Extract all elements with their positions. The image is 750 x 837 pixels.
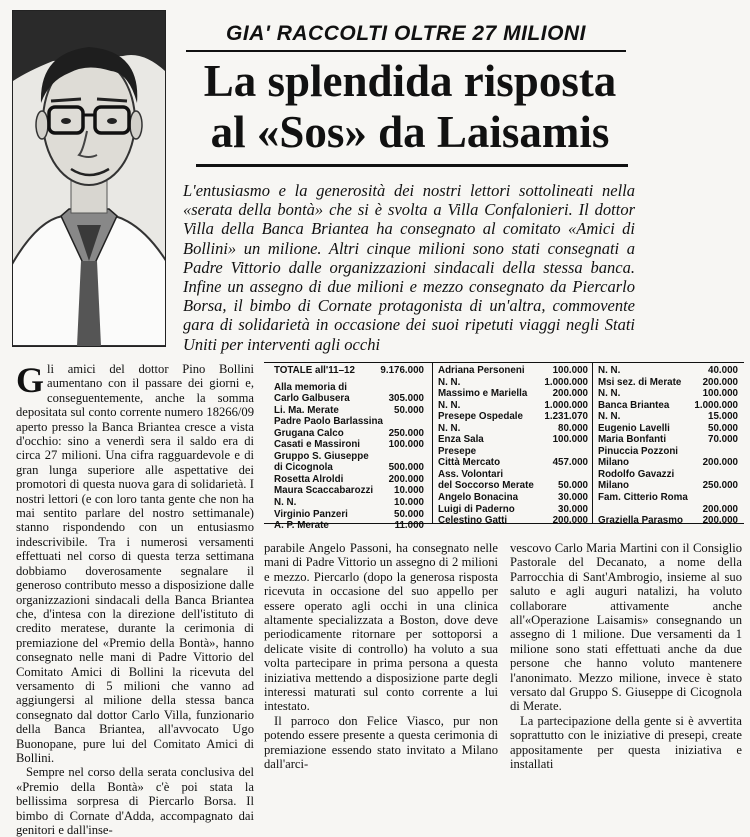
donor-name: N. N. (438, 399, 461, 411)
donor-list-1 (274, 365, 424, 532)
donor-amount: 1.231.070 (544, 411, 588, 423)
donor-row (598, 480, 738, 492)
donor-row (274, 509, 424, 521)
donor-name: Graziella Parasmo (598, 515, 683, 527)
kicker-heading: GIA' RACCOLTI OLTRE 27 MILIONI (226, 22, 586, 45)
donor-name: TOTALE all'11–12 (274, 365, 355, 376)
article-text: li amici del dottor Pino Bollini aumentano con il passare dei giorni e, conseguentemente, anche la somma depositata sul conto corrente numero 18266/09 aperto presso la Banca Briantea cresce a vista d'occhio: sino a venerdì sera il saldo era di circa 27 milioni. Una cifra ragguardevole e di gran lunga superiore alle aspettative dei promotori di questa nuova gara di solidarietà. I nostri lettori (e con loro tanta gente che non ha mai sentito parlare del nostro settimanale) stanno rispondendo con un entusiasmo indescrivibile. Tra i numerosi versamenti effettuati nel corso di questa terza settimana dobbiamo doverosamente segnalare il generoso contributo messo a disposizione dalle organizzazioni sindacali della Banca Briantea che, d'intesa con la direzione dell'istituto di credito meratese, durante la cerimonia di premiazione del «Premio della Bontà», hanno consegnato nelle mani di Padre Vittorio del Comitato Amici di Bollini la ricevuta del versamento di 5 milioni che vanno ad aggiungersi al milione della stessa banca consegnato dal dottor Carlo Villa, funzionario della Banca Briantea, all'avvocato Ugo Buonopane, pure lui del Comitato Amici di Bollini. (16, 362, 254, 765)
donor-row (274, 439, 424, 451)
donor-name: del Soccorso Merate (438, 480, 534, 492)
donor-amount: 200.000 (388, 473, 424, 485)
article-column-2 (264, 541, 498, 772)
donor-amount: 10.000 (394, 485, 424, 497)
donor-amount (420, 416, 424, 428)
donor-name: Angelo Bonacina (438, 492, 519, 504)
donor-amount (584, 446, 588, 458)
article-column-1 (16, 362, 254, 837)
donor-amount: 250.000 (702, 480, 738, 492)
donor-name: Presepe (438, 445, 477, 457)
donor-row (438, 400, 588, 412)
donor-amount: 9.176.000 (380, 365, 424, 376)
headline (170, 56, 650, 158)
donor-row (598, 434, 738, 446)
donor-amount (420, 451, 424, 463)
donor-name: Alla memoria di (274, 381, 347, 393)
donor-name: Milano (598, 480, 630, 492)
donor-name: Presepe Ospedale (438, 411, 523, 423)
donor-amount: 200.000 (702, 515, 738, 527)
donor-amount: 11.000 (394, 520, 424, 532)
donor-amount: 40.000 (708, 365, 738, 376)
donor-list-2 (438, 365, 588, 527)
donor-amount: 1.000.000 (694, 399, 738, 411)
donor-name: N. N. (438, 422, 461, 434)
donor-name: Banca Briantea (598, 399, 670, 411)
article-paragraph: Sempre nel corso della serata conclusiva del «Premio della Bontà» c'è poi stata la bellissima sorpresa di Piercarlo Borsa. Il bimbo di Cornate d'Adda, accompagnato dai genitori e dall'inse- (16, 765, 254, 837)
article-paragraph: vescovo Carlo Maria Martini con il Consiglio Pastorale del Decanato, a nome della Parrocchia di Sant'Ambrogio, insieme al suo saluto e agli auguri natalizi, ha voluto collaborare attivamente anche all'«Operazione Laisamis» consegnando un assegno di 1 milione. Due versamenti da 1 milione sono stati effettuati anche da due persone che hanno voluto mantenere l'anonimato. Mezzo milione, invece è stato versato dal Gruppo S. Giuseppe di Cicognola di Merate. (510, 541, 742, 714)
donor-lists-box (264, 362, 744, 532)
donor-amount (734, 446, 738, 458)
donor-name: Virginio Panzeri (274, 508, 348, 520)
donor-amount: 50.000 (394, 404, 424, 416)
donor-name: Padre Paolo Barlassina (274, 416, 383, 428)
donor-amount: 30.000 (558, 492, 588, 504)
donor-amount: 100.000 (388, 439, 424, 451)
donor-row (438, 365, 588, 377)
donor-row (598, 469, 738, 481)
donor-row (438, 411, 588, 423)
standfirst: L'entusiasmo e la generosità dei nostri lettori sottolineati nella «serata della bontà» che si è svolta a Villa Confalonieri. Il dottor Villa della Banca Briantea ha consegnato al comitato «Amici di Bollini» un milione. Altri cinque milioni sono stati consegnati a Padre Vittorio dalle organizzazioni sindacali della stessa banca. Infine un assegno di due milioni e mezzo consegnato da Piercarlo Borsa, il bimbo di Cornate protagonista di un'altra, commovente gara di solidarietà in occasione dei suoi ripetuti viaggi negli Stati Uniti per interventi agli occhi (183, 181, 635, 354)
donor-row (274, 393, 424, 405)
donor-name: Rosetta Alroldi (274, 473, 344, 485)
donor-amount: 200.000 (702, 503, 738, 515)
donor-amount: 500.000 (388, 462, 424, 474)
donor-row (438, 457, 588, 469)
donor-amount: 15.000 (708, 411, 738, 423)
donor-name: N. N. (274, 497, 297, 509)
article-paragraph: Il parroco don Felice Viasco, pur non potendo essere presente a questa cerimonia di premiazione essendo stato invitato a Milano dall'arci- (264, 713, 498, 772)
donor-amount: 305.000 (388, 393, 424, 405)
donor-name: Pinuccia Pozzoni (598, 445, 679, 457)
donor-amount: 100.000 (552, 434, 588, 446)
donor-row (274, 365, 424, 377)
donor-amount: 30.000 (558, 503, 588, 515)
donor-row (274, 462, 424, 474)
donor-name: Celestino Gatti (438, 515, 508, 527)
donor-name: Maura Scaccabarozzi (274, 485, 374, 497)
donor-amount: 1.000.000 (544, 399, 588, 411)
donor-amount: 50.000 (708, 422, 738, 434)
donor-list-3 (598, 365, 738, 527)
headline-rule (196, 164, 628, 167)
donor-amount: 70.000 (708, 434, 738, 446)
donor-name: Li. Ma. Merate (274, 404, 339, 416)
donor-row (438, 492, 588, 504)
donor-name: N. N. (438, 376, 461, 388)
portrait-illustration (13, 11, 165, 346)
donor-name: Eugenio Lavelli (598, 422, 670, 434)
donor-name: N. N. (598, 365, 621, 376)
donor-row (598, 388, 738, 400)
donor-amount: 50.000 (394, 508, 424, 520)
donor-amount (420, 382, 424, 394)
donor-row (598, 492, 738, 504)
donor-amount (734, 492, 738, 504)
donor-name: Città Mercato (438, 457, 501, 469)
donor-amount: 100.000 (702, 388, 738, 400)
donor-row (274, 428, 424, 440)
donor-name: Rodolfo Gavazzi (598, 468, 675, 480)
donor-row (274, 451, 424, 463)
donor-row (438, 434, 588, 446)
drop-cap: G (16, 360, 45, 400)
donor-row (274, 382, 424, 394)
donor-name: Luigi di Paderno (438, 503, 515, 515)
article-paragraph: La partecipazione della gente si è avvertita soprattutto con le iniziative di presepi, create appositamente per questa iniziativa e installati (510, 713, 742, 772)
donor-amount: 200.000 (702, 457, 738, 469)
donor-row (598, 411, 738, 423)
donor-row (274, 485, 424, 497)
donor-row (274, 520, 424, 532)
donor-row (438, 446, 588, 458)
kicker-rule (186, 50, 626, 52)
headline-line-2: al «Sos» da Laisamis (210, 107, 610, 157)
donor-name: Fam. Citterio Roma (598, 492, 688, 504)
donor-row (438, 469, 588, 481)
article-paragraph (16, 362, 254, 765)
donor-amount: 250.000 (388, 427, 424, 439)
donor-name: N. N. (598, 388, 621, 400)
donor-name: Milano (598, 457, 630, 469)
donor-row (598, 377, 738, 389)
donor-row (598, 515, 738, 527)
donor-row (274, 474, 424, 486)
donor-row (598, 446, 738, 458)
donor-row (274, 497, 424, 509)
donor-row (438, 423, 588, 435)
donor-name: Massimo e Mariella (438, 388, 528, 400)
donor-row (598, 423, 738, 435)
donor-row (598, 504, 738, 516)
donor-amount: 50.000 (558, 480, 588, 492)
donor-name: Maria Bonfanti (598, 434, 667, 446)
donor-row (438, 504, 588, 516)
donor-name: Casati e Massironi (274, 439, 361, 451)
donor-name: Adriana Personeni (438, 365, 525, 376)
donor-row (438, 388, 588, 400)
donor-amount: 200.000 (702, 376, 738, 388)
donor-amount: 200.000 (552, 515, 588, 527)
headline-line-1: La splendida risposta (203, 56, 617, 106)
donor-name: Ass. Volontari (438, 468, 504, 480)
donor-row (598, 400, 738, 412)
donor-row (274, 416, 424, 428)
donor-amount: 80.000 (558, 422, 588, 434)
donor-name: Grugana Calco (274, 427, 344, 439)
portrait-photo (12, 10, 166, 347)
donor-amount: 100.000 (552, 365, 588, 376)
donor-name: Msi sez. di Merate (598, 376, 682, 388)
donor-amount (584, 469, 588, 481)
article-paragraph: parabile Angelo Passoni, ha consegnato nelle mani di Padre Vittorio un assegno di 2 milioni e mezzo. Piercarlo (dopo la generosa risposta ricevuta in occasione del suo appello per essere operato agli occhi in una clinica altamente specializzata a Boston, dove deve periodicamente ritornare per sottoporsi a delicate visite di controllo) ha voluto a sua volta partecipare in prima persona a questa iniziativa mettendo a disposizione parte degli interessi maturati sul conto corrente a lui intestato. (264, 541, 498, 714)
donor-row (598, 457, 738, 469)
donor-name: A. P. Merate (274, 520, 329, 532)
donor-name: Enza Sala (438, 434, 484, 446)
column-divider (432, 363, 433, 523)
column-divider (592, 363, 593, 523)
donor-row (438, 480, 588, 492)
donor-amount: 200.000 (552, 388, 588, 400)
article-column-3 (510, 541, 742, 772)
donor-name: di Cicognola (274, 462, 333, 474)
donor-amount (734, 469, 738, 481)
donor-amount: 1.000.000 (544, 376, 588, 388)
donor-name: Gruppo S. Giuseppe (274, 450, 369, 462)
donor-row (274, 405, 424, 417)
donor-amount: 10.000 (394, 497, 424, 509)
donor-name: Carlo Galbusera (274, 393, 350, 405)
donor-row (438, 515, 588, 527)
donor-name: N. N. (598, 411, 621, 423)
donor-row (598, 365, 738, 377)
donor-amount: 457.000 (552, 457, 588, 469)
donor-row (438, 377, 588, 389)
